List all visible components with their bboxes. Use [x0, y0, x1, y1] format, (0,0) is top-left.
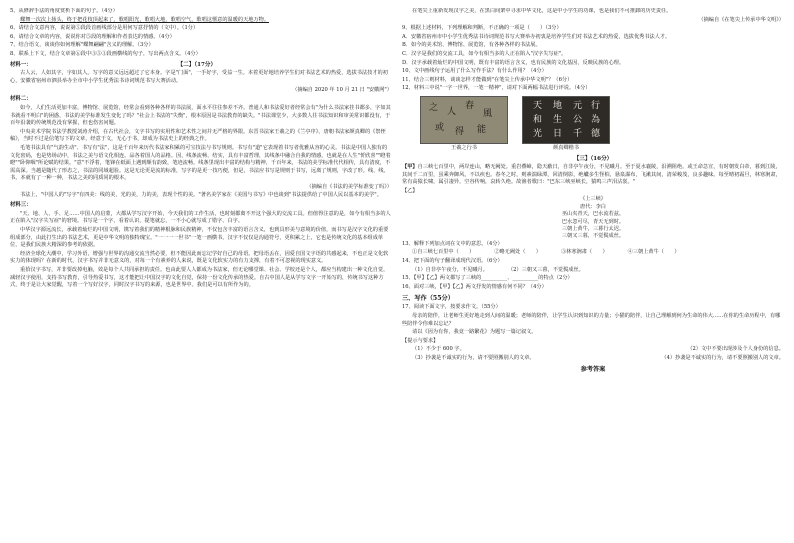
question-17: 17、阅读下面文字，按要求作文。（55分）	[402, 304, 501, 311]
question-13-option-2: ②略无阙处（ ）	[494, 249, 541, 256]
question-9-option-b: B．如今的美术馆、博物馆、展览馆，有各种各样的书法展。	[402, 42, 541, 49]
material-3-paragraph-1: "天、地、人、手、足……中国人的启蒙，大都从学写汉字开始，今天我们的工作生活，也时刻都离不开这个强大的交流工具。但值得注意的是，如今有相当多的人正在陷入"汉字失写症"的窘境。书写是一个字，看着认识，提笔就忘，一不小心就写成了错字、白字。	[10, 210, 391, 225]
question-9: 9、根据上述材料，下列理解和判断，不正确的一项是（ ）（3分）	[402, 25, 562, 32]
tip-1: （1）不少于 600 字。	[412, 346, 465, 353]
question-17-requirement: 请以《因为有你，我竟一路繁花》为题写一篇记叙文。	[412, 329, 537, 336]
question-14-item-2: （2）三朝又三暮，不觉鬓成丝。	[507, 266, 584, 273]
right-column	[402, 8, 784, 537]
question-11: 11、结合三则材料，谈谈怎样才能做到"在笔尖上传承中华文明"？（6分）	[402, 76, 573, 83]
question-9-option-c: C．汉字是我们的交流工具，如今有相当多的人正在陷入"汉字失写症"。	[402, 50, 567, 57]
section-2-title: 【二】（17分）	[177, 61, 217, 68]
figure-yan-zhenqing	[522, 96, 610, 152]
tip-3: （3）抄袭是不诚实的行为，请不要照搬别人的文章。	[412, 354, 535, 361]
poem-line-4: 三朝又三暮，不觉鬓成丝。	[561, 233, 625, 240]
material-2-paragraph-4: 书法上，"中国人的"写字"有四美：线的美，光的美，力的美，表现个性的美。"著名美学家在《美国与书写》中也谈到"书法提供给了中国人民以基本的美学"。	[20, 192, 382, 199]
material-3-paragraph-2: 中华汉字源远流长，承载着灿烂的中国文明，镌写着我们的精神根脉和民族精神，不仅包含丰富的语言含义，也到具形美与意境的价值，而书写是汉字文化的重要组成部分，由此打生出的书法艺术，更是中华文明的独特瑰宝。"一一一一世书"一笔一画横书，汉字不仅仅是沟通符号，更积累之上，它也是传统文化的基本组成单位，是我们民族大精深的参考的依据。	[10, 227, 389, 249]
question-14-options	[412, 267, 784, 275]
material-3-source: （摘编自《在笔尖上传承中华文明》）	[698, 16, 784, 23]
poem-title: 《上三峡》	[580, 196, 606, 203]
question-13-option-3: ③林寒涧肃（ ）	[560, 249, 608, 256]
passage-yi-label: 【乙】	[402, 187, 418, 194]
tips-row-2	[412, 355, 784, 363]
question-5-text: 蝶舞一次次上扬头，终于把花枝顶起来了，歌唱阳光，歌唱大地，歌唱空气，歌唱这惬意的温暖的天地万物。	[20, 16, 270, 23]
question-9-option-d: D．汉字承载着灿烂的中国文明，既有丰富的语言含义，也有民族的文化基因，反映民族的心理。	[402, 59, 625, 66]
section-3-title: 【三】（16分）	[573, 155, 613, 162]
material-2-paragraph-3: 毛笔书法具有"气韵生动"、书写有"法"，这是千百年来历代书法家积累的可宝技法与书写规则。书写有"道"它表现着书写者优雅从容的心灵。书法是中国人独有的文化密码，也是势场动中，书法之美与语文化相连。品各着国人的品格。因，线条流畅、结实，具有丰富哲理，其线条中融合自我的情感，也就是在人生"忻欣喜""瞪着瞪""卧仰咽"所论赋的结果。"意"不浮着，笔锋在纸面上遇到颇有韵致，笔迹流畅，线条里现出丰富的结构与精神，千百年来，书法的美学标准代代相传，具有清度，不需高深。当越是随代了形态之，书法的同域超验。这是无论更是流的标准，写字的是更一技巧便，但是，书法应书写是规则于书写，远离了规则，字改了形。线、线、书，本就有了一种一种，书法之美的同质同的根本。	[10, 144, 391, 182]
poem-author: 唐代：李白	[580, 203, 606, 210]
section-writing-title: 三、写作（55分）	[402, 295, 454, 303]
question-6: 6、请结合文意内容，说说第⑤段段首画线部分是用何写意抒情的（文中）。（1分）	[10, 25, 199, 32]
material-2-label: 材料二：	[10, 96, 32, 103]
tip-4: （4）抄袭是不诚实的行为，请不要照搬别人的文章。	[661, 354, 784, 361]
tips-label: 【提示与要求】	[402, 337, 439, 344]
material-3-paragraph-4: 重拾汉字书写，并非要改掉电脑，效是每个人共同承担的责任。也由此要人人都成为书法家，但无论哪堂课、社会、学校还是个人，都应当构建出一种文化自觉，减轻汉字使用，支持书写教育，引导热爱书写，这才能把让中国汉字的文化自觉，保持一份文化传承的热爱。自古中国人是从学写文字一开始写的，传统书写这种方式，终于是让大家觉醒，写着一个写好汉字，同时汉字书写的来源，也是世界中。我们是可以有所作为的。	[10, 267, 389, 289]
question-14-item-1: （1）自非亭午夜分，不见曦月。	[412, 266, 488, 273]
question-17-prompt: 母亲的陪伴，让老师生更好地走到人间的温暖；老师的陪伴，让学生认识到知识的力量；小猫的陪伴，让自己理解到何为生命的伟大……在你的生命历程中，有哪些陪伴令你难以忘记？	[402, 312, 781, 327]
question-14: 14、把下面的句子翻译成现代汉语。（6分）	[402, 257, 503, 264]
calligraphy-figures	[420, 96, 784, 152]
question-10: 10、文中画线句子运用了什么写作手法？有什么作用？（4分）	[402, 68, 547, 75]
material-2-paragraph-1: 如今，人们生活更加丰富，博物馆、展览馆，经常会看到各种各样的书法展，面水平往往参差不齐。普通人和书法爱好者经常会有"为什么书法家挂书都多，字如其书就看不明白"的困惑，书法的美学标准发生变化了吗？"社会上书法的"失衡"，根本原因是书法教育的缺失。"书法课堂少，大多数人往书法知识和审美常识都没有，于百年沿袭的传统规范没有掌握，但也伤害问题。	[10, 104, 391, 127]
tip-2: （2）文中不要出现涉及个人身份的信息。	[687, 346, 784, 353]
poem-line-1: 巫山夹青天，巴水流若兹。	[561, 211, 625, 218]
calligraphy-image-yan: 天 地 元 行 和 生 公 為 光 日 千 德	[522, 96, 610, 144]
left-column	[10, 8, 392, 537]
figure-1-caption: 王羲之行书	[451, 144, 477, 151]
material-1-paragraph: 古人云，人如其字，字如其人。写字的意义远远超过了它本身。字是"门面"，一手好字，受益一生。本着更好地培养学生们对书法艺术的热爱，选拔书法技才的初心，安徽省宿州市泗县举办全市中小学生优秀法书诗词规范书写大赛活动。	[10, 70, 388, 84]
question-15: 15、【甲】【乙】两文都写了三峡的__________、__________的特点（2分）	[402, 275, 573, 282]
question-13-options	[412, 249, 784, 257]
figure-2-caption: 颜真卿楷书	[553, 144, 579, 151]
answer-heading: 参考答案	[580, 366, 606, 374]
calligraphy-image-wang: 之 人 春 風 或 得 能	[420, 96, 508, 144]
figure-wang-xizhi	[420, 96, 508, 152]
material-3-continued: 在笔尖上重新发现汉字之美，在黑白间架中寻求中华文化，这是中小学生的功课，也是我们不可推卸的历史责任。	[412, 8, 672, 14]
question-12: 12、材料三中说"一字一世界，一笔一精神"，请对下面两幅书法进行评说。（4分）	[402, 85, 591, 92]
question-9-option-a: A．安徽省宿州市中小学生优秀法书诗词规范书写大赛举办初衷是培养学生们对书法艺术的热爱，选拔优秀书法人才。	[402, 33, 671, 40]
question-6b: 6、请结合文章的内容，说说你对⑤段的理解和作者表达的情感。（4分）	[10, 33, 175, 40]
question-7: 7、结合语文，谈谈你如何理解"蝶舞翩翩"含义的理解。（3分）	[10, 42, 154, 49]
material-3-paragraph-3: 经济全球化大潮中，学习外语，增强与世界的沟通交流当然必要，但不能因此而忘记学好自己的母语。把母语丢在，因爱自国文字语的共感起来，不也正是文化软实力的体现吗？在新的时代，汉字书写并非无意义的，对每一个有素养的人来说，既是文化软实力的有力支撑，有着不可忽视的现实意义。	[10, 250, 389, 265]
material-2-paragraph-2: 中央美术学院书法学教授刘涛介绍，在古代社会，文字书写的实用性和艺术性之间并无严格的界限。东晋书法家王羲之的《兰亭序》，唐朝书法家颜真卿的《祭侄稿》，当时不过是信笔写下的文章，经意于文，无心于书，却成为书法史上的经典之作。	[10, 128, 386, 143]
question-13-option-1: ①自三峡七百里中（ ）	[412, 249, 475, 256]
material-2-source: （摘编自《书法的美学标准变了吗》）	[306, 183, 392, 190]
question-5: 5、从修辞手法的角度赏析下面的句子。（4分）	[10, 8, 118, 14]
poem-line-3: 三朝上黄牛，三暮行太迟。	[561, 225, 625, 232]
tips-row-1	[412, 346, 784, 354]
question-13: 13、解释下列加点词在文中的意思。（4分）	[402, 240, 503, 247]
section-2-header	[10, 60, 392, 71]
question-8: 8、联系上下文，结合文章第⑥段中③⑤③段画横线的句子，写出两点含义。（4分）	[10, 50, 201, 57]
passage-jia-label: 【甲】	[402, 163, 418, 170]
question-16: 16、面对三峡，【甲】【乙】两文抒发的情感有何不同？（4分）	[402, 283, 547, 290]
material-1-source: （摘编自 2020 年 10 月 21 日 "安徽网"）	[292, 86, 392, 93]
poem-line-2: 巴水忽可尽，青天无到时。	[561, 218, 625, 225]
passage-jia-text: 自三峡七百里中，两岸连山，略无阙处。重岩叠嶂，隐天蔽日，自非亭午夜分，不见曦月。至于夏水襄陵，沿溯阻绝。或王命急宣，有时朝发白帝，暮到江陵，其间千二百里，虽乘奔御风，不以疾也。春冬之时，则素湍绿潭，回清倒影，绝巘多生怪柏，悬泉瀑布，飞漱其间，清荣峻茂，良多趣味。每至晴初霜旦，林寒涧肃，常有高猿长啸，属引凄异，空谷传响，哀转久绝。故渔者歌曰："巴东三峡巫峡长，猿鸣三声泪沾裳。"	[402, 163, 781, 186]
question-13-option-4: ④三朝上黄牛（ ）	[627, 249, 680, 256]
passage-jia	[402, 164, 784, 187]
material-3-label: 材料三：	[10, 202, 32, 209]
material-1-label: 材料一：	[10, 61, 32, 68]
